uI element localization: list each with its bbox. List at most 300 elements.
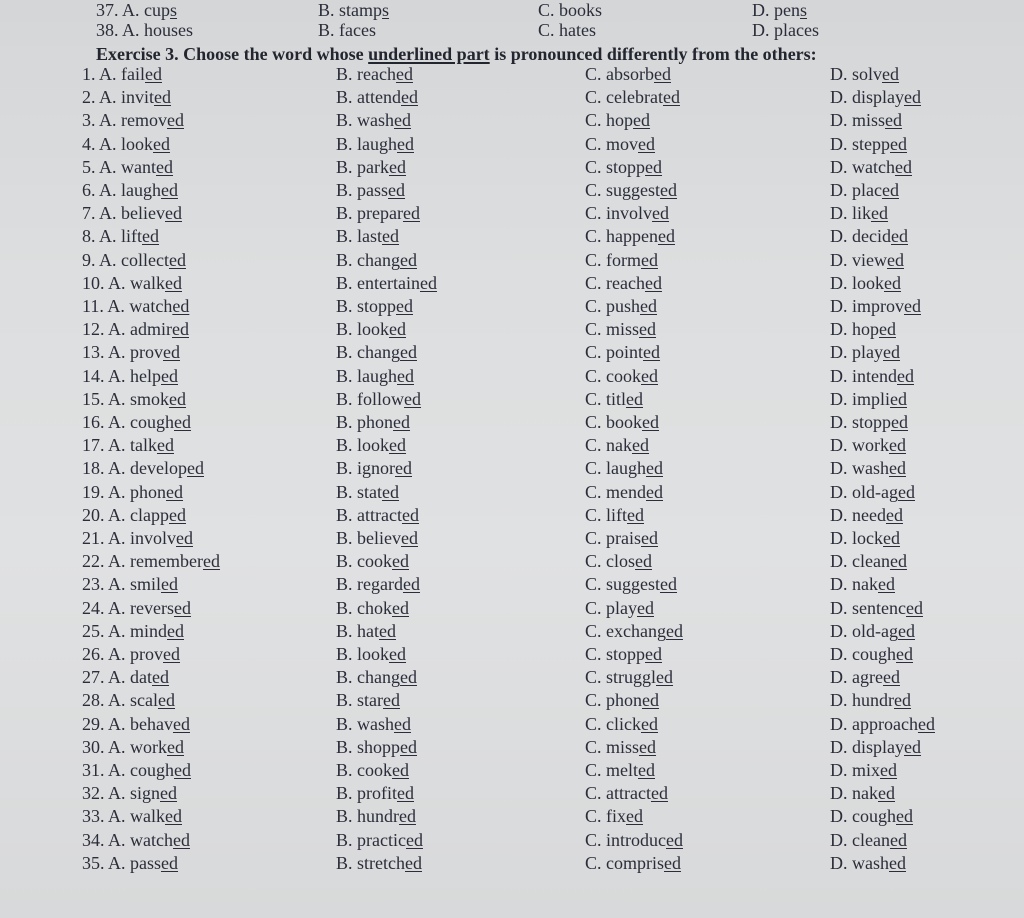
option-b-stem: B. wash [336, 713, 394, 734]
option-b-underlined-part: s [382, 0, 390, 20]
option-a [82, 365, 178, 387]
option-c [585, 736, 656, 758]
option-a-stem: 11. A. watch [82, 296, 173, 316]
option-d-stem: D. nak [830, 574, 878, 595]
option-a-stem: 7. A. believ [82, 203, 165, 224]
option-b-stem: B. entertain [336, 272, 420, 293]
option-a [82, 597, 191, 619]
option-d-stem: D. improv [830, 296, 904, 316]
option-c-underlined-part: ed [633, 110, 651, 131]
option-d-stem: D. clean [830, 551, 890, 572]
option-a [82, 272, 182, 294]
option-b [336, 156, 406, 178]
option-b-stem: B. park [336, 156, 389, 177]
option-b [336, 643, 406, 665]
option-c-stem: C. melt [585, 760, 638, 780]
option-c [585, 620, 683, 642]
option-a-underlined-part: ed [145, 64, 162, 84]
option-d-underlined-part: ed [884, 272, 901, 293]
question-row [0, 202, 1024, 224]
option-a-underlined-part: ed [174, 760, 191, 780]
option-d [830, 318, 896, 340]
option-b-underlined-part: ed [392, 597, 409, 618]
option-c-stem: C. form [585, 249, 641, 270]
option-a [82, 318, 189, 340]
option-c-stem: C. exchang [585, 620, 666, 641]
option-d [830, 597, 923, 619]
option-b-underlined-part: ed [399, 667, 417, 688]
option-b [336, 852, 422, 874]
option-c [585, 713, 658, 735]
option-d-underlined-part: ed [871, 203, 889, 224]
option-c-underlined-part: ed [641, 365, 658, 386]
option-b [336, 504, 419, 526]
option-a-underlined-part: ed [165, 806, 182, 827]
option-a-stem: 15. A. smok [82, 388, 170, 409]
option-c-stem: C. miss [585, 319, 640, 340]
option-c-stem: C. reach [585, 272, 645, 293]
option-a-underlined-part: ed [187, 458, 204, 479]
option-d-stem: D. hundr [830, 690, 894, 711]
option-a-stem: 4. A. look [82, 133, 154, 154]
option-d [830, 573, 895, 595]
option-b [336, 411, 410, 433]
option-b-underlined-part: ed [389, 644, 407, 664]
option-d [830, 852, 906, 874]
option-c-underlined-part: ed [666, 829, 683, 850]
option-b [336, 249, 417, 271]
option-d-stem: D. watch [830, 156, 895, 177]
option-b-underlined-part: ed [396, 296, 414, 316]
option-c-underlined-part: ed [660, 180, 678, 200]
option-b-stem: B. chang [336, 342, 400, 363]
question-row [0, 620, 1024, 642]
question-row [0, 388, 1024, 410]
option-a-underlined-part: ed [158, 690, 175, 711]
option-d-stem: D. display [830, 736, 904, 757]
option-a-stem: 35. A. pass [82, 852, 162, 873]
option-d-stem: D. pen [752, 0, 800, 20]
option-a [82, 225, 159, 247]
option-b-underlined-part: ed [419, 272, 437, 293]
option-a [82, 249, 186, 271]
question-row [0, 318, 1024, 340]
option-d-stem: D. hop [830, 319, 879, 340]
option-d [830, 481, 915, 503]
option-d-stem: D. sentenc [830, 597, 906, 618]
option-a [82, 805, 182, 827]
option-d [830, 388, 907, 410]
option-a [82, 133, 170, 155]
option-d-stem: D. look [830, 272, 884, 293]
option-d [752, 19, 819, 41]
option-a-stem: 24. A. revers [82, 597, 174, 618]
question-row [0, 852, 1024, 874]
option-a-underlined-part: ed [172, 829, 190, 850]
option-a [82, 759, 191, 781]
heading-text-underlined: underlined part [368, 44, 490, 64]
option-a-stem: 23. A. smil [82, 574, 162, 595]
option-a-underlined-part: ed [168, 249, 186, 270]
option-a-underlined-part: ed [160, 783, 178, 804]
question-row [0, 179, 1024, 201]
option-c-underlined-part: ed [638, 133, 656, 154]
option-a-stem: 28. A. scal [82, 690, 158, 711]
question-row [0, 689, 1024, 711]
option-a [82, 620, 184, 642]
option-c-underlined-part: ed [644, 272, 662, 293]
option-b-stem: B. stopp [336, 296, 397, 316]
option-c-stem: C. mend [585, 481, 646, 502]
option-b-stem: B. cook [336, 551, 392, 572]
option-a [82, 689, 175, 711]
option-d [830, 434, 906, 456]
option-a-underlined-part: ed [142, 226, 160, 247]
option-b-stem: B. chang [336, 667, 400, 688]
option-c [585, 597, 654, 619]
option-b [336, 202, 420, 224]
option-d-underlined-part: ed [896, 806, 913, 827]
option-a [82, 666, 169, 688]
option-b [336, 759, 409, 781]
option-a-stem: 10. A. walk [82, 272, 165, 293]
option-a [82, 156, 173, 178]
question-row [0, 341, 1024, 363]
option-c-underlined-part: ed [664, 852, 681, 873]
option-d-underlined-part: ed [882, 667, 900, 688]
option-b-stem: B. laugh [336, 133, 397, 154]
option-b-underlined-part: ed [401, 504, 419, 525]
option-c-underlined-part: ed [654, 64, 671, 84]
option-c [585, 504, 644, 526]
question-row [0, 643, 1024, 665]
option-a-underlined-part: ed [157, 435, 174, 456]
option-b [336, 782, 414, 804]
option-d [830, 759, 897, 781]
option-d [830, 411, 908, 433]
option-b [336, 179, 405, 201]
option-d-underlined-part: ed [890, 388, 908, 409]
question-row [0, 573, 1024, 595]
option-a-underlined-part: ed [169, 504, 186, 525]
option-c [585, 434, 649, 456]
option-b [336, 63, 413, 85]
exercise-3-heading [96, 43, 926, 65]
option-b [318, 0, 389, 21]
option-d-stem: D. play [830, 342, 883, 363]
option-d-underlined-part: ed [891, 412, 909, 432]
option-d [830, 225, 908, 247]
option-a-underlined-part: ed [163, 342, 180, 363]
option-a-stem: 6. A. laugh [82, 180, 161, 200]
option-c-underlined-part: ed [632, 435, 649, 456]
option-b [336, 550, 409, 572]
option-a [82, 411, 191, 433]
option-c-underlined-part: ed [660, 574, 678, 595]
option-a-stem: 25. A. mind [82, 620, 168, 641]
option-c-stem: C. lift [585, 504, 628, 525]
option-b-underlined-part: ed [397, 783, 414, 804]
option-d-stem: D. approach [830, 713, 918, 734]
option-a-underlined-part: ed [172, 296, 190, 316]
option-d [830, 782, 895, 804]
option-d-stem: D. lock [830, 528, 883, 548]
option-a-underlined-part: ed [161, 852, 179, 873]
option-b-underlined-part: ed [400, 736, 418, 757]
option-d-stem: D. clean [830, 829, 890, 850]
option-a-underlined-part: ed [152, 667, 169, 688]
option-b-underlined-part: ed [399, 342, 417, 363]
option-a-stem: 27. A. dat [82, 667, 152, 688]
option-a [82, 852, 178, 874]
option-c [585, 272, 662, 294]
option-a [96, 0, 177, 21]
question-row [0, 481, 1024, 503]
option-b [336, 388, 421, 410]
option-b [336, 109, 411, 131]
option-c [585, 411, 659, 433]
option-d [830, 295, 921, 317]
option-d-underlined-part: ed [896, 644, 913, 664]
option-d-stem: D. decid [830, 226, 891, 247]
option-b-stem: B. prepar [336, 203, 403, 224]
option-d [830, 365, 914, 387]
option-a-underlined-part: ed [167, 620, 185, 641]
option-d-stem: D. nak [830, 783, 878, 804]
question-row [0, 782, 1024, 804]
option-c [585, 782, 668, 804]
option-d-underlined-part: ed [889, 435, 906, 456]
option-a-stem: 29. A. behav [82, 713, 173, 734]
option-d-underlined-part: ed [883, 342, 900, 363]
option-a [82, 504, 186, 526]
option-b-underlined-part: ed [395, 458, 413, 479]
option-b [336, 318, 406, 340]
option-a-stem: 19. A. phon [82, 481, 167, 502]
option-a-underlined-part: ed [169, 388, 187, 409]
option-b [336, 434, 406, 456]
option-b-stem: B. shopp [336, 736, 401, 757]
question-row [0, 736, 1024, 758]
option-c [585, 829, 683, 851]
option-a [82, 457, 204, 479]
option-a-stem: 32. A. sign [82, 783, 161, 804]
option-a-stem: 33. A. walk [82, 806, 165, 827]
option-b-underlined-part: ed [399, 806, 416, 827]
option-d [830, 620, 915, 642]
option-d-underlined-part: ed [889, 458, 906, 479]
option-b-stem: B. regard [336, 574, 403, 595]
option-c-stem: C. mov [585, 133, 639, 154]
option-a [82, 481, 183, 503]
question-row [0, 527, 1024, 549]
option-c [585, 457, 663, 479]
option-b-underlined-part: ed [389, 435, 407, 456]
option-b [336, 573, 420, 595]
option-a-underlined-part: ed [172, 319, 189, 340]
option-a [82, 643, 180, 665]
option-c [585, 86, 680, 108]
option-c-stem: C. compris [585, 852, 664, 873]
option-c-stem: C. suggest [585, 574, 661, 595]
option-d-underlined-part: ed [917, 713, 935, 734]
option-c [538, 0, 602, 21]
option-d-stem: D. wash [830, 852, 889, 873]
option-c-underlined-part: ed [639, 319, 657, 340]
option-d-underlined-part: s [800, 0, 808, 20]
option-d-stem: D. display [830, 87, 904, 108]
option-c [538, 19, 596, 41]
option-b-underlined-part: ed [402, 203, 420, 224]
option-c-underlined-part: ed [645, 156, 663, 177]
option-c-underlined-part: ed [656, 667, 674, 688]
option-d-stem: D. agre [830, 667, 883, 688]
option-c-stem: C. nak [585, 435, 632, 456]
option-d-stem: D. places [752, 20, 819, 40]
option-c-stem: C. hop [585, 110, 634, 131]
option-d-underlined-part: ed [897, 620, 915, 641]
option-d-stem: D. cough [830, 806, 896, 827]
option-d-underlined-part: ed [878, 783, 895, 804]
option-c [585, 156, 662, 178]
option-d-stem: D. work [830, 435, 889, 456]
option-b-stem: B. believ [336, 528, 401, 548]
option-b [336, 829, 423, 851]
option-b-stem: B. star [336, 690, 383, 711]
option-c-stem: C. happen [585, 226, 658, 247]
option-b-underlined-part: ed [388, 180, 406, 200]
option-d-stem: D. cough [830, 644, 896, 664]
option-d-underlined-part: ed [881, 180, 899, 200]
option-d-stem: D. lik [830, 203, 872, 224]
option-c-underlined-part: ed [638, 760, 655, 780]
option-d-underlined-part: ed [889, 852, 906, 873]
option-d [830, 736, 921, 758]
option-c [585, 388, 643, 410]
question-row [0, 550, 1024, 572]
option-b-underlined-part: ed [382, 481, 400, 502]
option-a-stem: 16. A. cough [82, 412, 174, 432]
option-d-underlined-part: ed [882, 64, 900, 84]
option-b-stem: B. phon [336, 412, 394, 432]
question-row [0, 225, 1024, 247]
option-a-underlined-part: ed [161, 365, 178, 386]
option-a-stem: 34. A. watch [82, 829, 173, 850]
option-d [830, 666, 900, 688]
option-c-underlined-part: ed [652, 203, 670, 224]
option-a [82, 713, 190, 735]
option-d-underlined-part: ed [897, 481, 915, 502]
question-row [0, 133, 1024, 155]
option-c-stem: C. hates [538, 20, 596, 40]
option-c [585, 481, 663, 503]
option-b-underlined-part: ed [392, 760, 409, 780]
option-c-stem: C. miss [585, 736, 640, 757]
question-row [0, 411, 1024, 433]
question-row [0, 504, 1024, 526]
question-row [0, 434, 1024, 456]
option-d-underlined-part: ed [904, 296, 921, 316]
option-c [585, 179, 677, 201]
option-b [336, 736, 417, 758]
option-a-stem: 17. A. talk [82, 435, 157, 456]
option-d-stem: D. intend [830, 365, 897, 386]
option-b-stem: B. chang [336, 249, 400, 270]
question-row [0, 597, 1024, 619]
option-c-stem: C. books [538, 0, 603, 20]
question-row [0, 272, 1024, 294]
option-d [752, 0, 807, 21]
option-b-stem: B. profit [336, 783, 397, 804]
option-a [82, 527, 193, 549]
option-b [336, 457, 412, 479]
option-d [830, 713, 935, 735]
option-b-underlined-part: ed [392, 551, 409, 572]
option-c-stem: C. struggl [585, 667, 657, 688]
option-c-stem: C. suggest [585, 180, 661, 200]
option-d-stem: D. wash [830, 458, 889, 479]
option-a-stem: 26. A. prov [82, 644, 163, 664]
option-c [585, 133, 655, 155]
question-row [0, 156, 1024, 178]
option-c-stem: C. cook [585, 365, 641, 386]
option-b-underlined-part: ed [393, 412, 411, 432]
option-d-stem: D. old-ag [830, 481, 898, 502]
option-b-stem: B. stretch [336, 852, 405, 873]
option-c-stem: C. book [585, 412, 643, 432]
option-d [830, 550, 907, 572]
option-c-underlined-part: ed [635, 551, 653, 572]
option-a-underlined-part: ed [161, 180, 178, 200]
option-c-stem: C. absorb [585, 64, 654, 84]
option-b-stem: B. faces [318, 20, 376, 40]
option-a [96, 19, 193, 41]
question-row [0, 295, 1024, 317]
option-a-underlined-part: ed [163, 644, 180, 664]
option-a-underlined-part: ed [167, 736, 184, 757]
option-d-underlined-part: ed [905, 597, 923, 618]
option-b-underlined-part: ed [399, 249, 417, 270]
option-a [82, 86, 171, 108]
option-a-stem: 3. A. remov [82, 110, 167, 131]
option-a [82, 736, 184, 758]
option-d [830, 179, 899, 201]
option-d [830, 457, 906, 479]
option-a-stem: 8. A. lift [82, 226, 143, 247]
option-d [830, 133, 907, 155]
option-d-underlined-part: ed [880, 760, 898, 780]
option-a [82, 573, 178, 595]
question-row [0, 109, 1024, 131]
option-b-underlined-part: ed [394, 713, 411, 734]
option-a-stem: 1. A. fail [82, 64, 145, 84]
option-d-stem: D. stopp [830, 412, 892, 432]
option-c-underlined-part: ed [665, 620, 683, 641]
option-d [830, 272, 901, 294]
option-c [585, 341, 660, 363]
option-d [830, 156, 912, 178]
option-d [830, 527, 900, 549]
option-c [585, 109, 650, 131]
option-a-stem: 31. A. cough [82, 760, 174, 780]
option-d-underlined-part: ed [890, 133, 907, 154]
option-c [585, 202, 669, 224]
option-b-stem: B. hundr [336, 806, 399, 827]
option-a-stem: 14. A. help [82, 365, 161, 386]
option-d-underlined-part: ed [897, 365, 914, 386]
option-c-stem: C. fix [585, 806, 627, 827]
option-d-stem: D. impli [830, 388, 891, 409]
